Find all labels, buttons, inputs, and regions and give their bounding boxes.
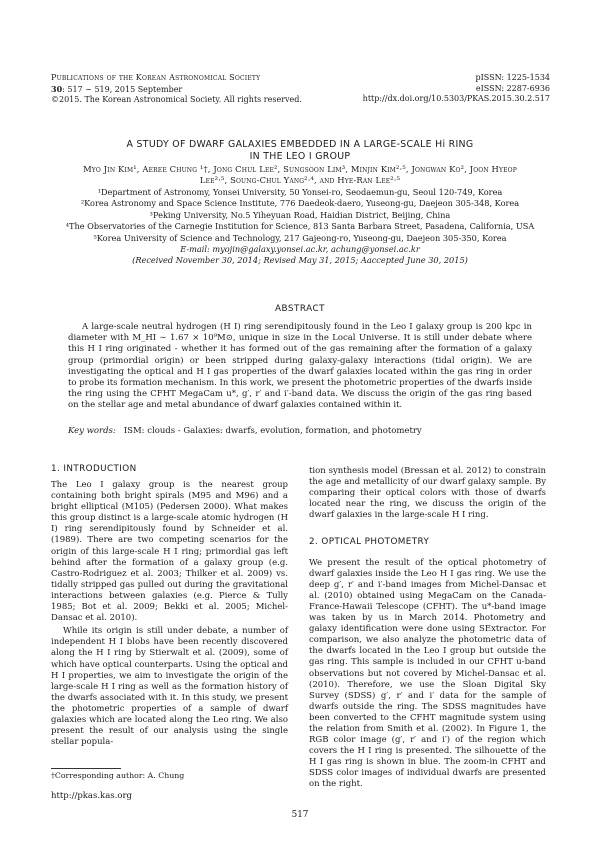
section-heading-introduction: 1. INTRODUCTION [51,464,137,474]
affiliation-1: ¹Department of Astronomy, Yonsei University, 50 Yonsei-ro, Seodaemun-gu, Seoul 120-749, Korea [97,187,503,197]
affiliation-2: ²Korea Astronomy and Space Science Institute, 776 Daedeok-daero, Yuseong-gu, Daejeon 305-348, Korea [80,198,520,209]
author-list [55,164,545,186]
keywords [68,426,532,437]
doi-link[interactable]: http://dx.doi.org/10.5303/PKAS.2015.30.2.517 [362,94,550,103]
corresponding-author-footnote: †Corresponding author: A. Chung [51,771,185,780]
intro-paragraph-1: The Leo I galaxy group is the nearest group containing both bright spirals (M95 and M96) and a bright elliptical (M105) (Pedersen 2000). What makes this group distinct is a large-scale atomic hydrogen (H I) ring serendipitously found by Schneider et al. (1989). There are two competing scenarios for the origin of this large-scale H I ring; primordial gas left behind after the formation of a galaxy group (e.g. Castro-Rodriguez et al. 2003; Thilker et al. 2009) vs. tidally stripped gas pulled out during the gravitational interactions between galaxies (e.g. Pierce & Tully 1985; Bot et al. 2009; Bekki et al. 2005; Michel-Dansac et al. 2010). [51,480,288,624]
volume-number: 30 [51,83,63,94]
eissn: eISSN: 2287-6936 [475,83,550,93]
author-emails[interactable]: E-mail: myojin@galaxy.yonsei.ac.kr, achung@yonsei.ac.kr [180,244,420,254]
intro-paragraph-continued: tion synthesis model (Bressan et al. 2012) to constrain the age and metallicity of our dwarf galaxy sample. By comparing their optical colors with those of dwarfs located near the ring, we discuss the origin of the dwarf galaxies in the large-scale H I ring. [309,466,546,521]
paper-title [60,139,540,163]
keywords-label: Key words: [68,426,116,436]
pissn: pISSN: 1225-1534 [475,73,550,82]
journal-header [51,73,351,106]
intro-paragraph-2: While its origin is still under debate, a number of independent H I blobs have been recently discovered along the H I ring by Stierwalt et al. (2009), some of which have optical counterparts. Using the optical and H I properties, we aim to investigate the origin of the large-scale H I ring as well as the formation history of the dwarfs associated with it. In this study, we present the photometric properties of a sample of dwarf galaxies which are located along the Leo ring. We also present the result of our analysis using the single stellar popula- [51,626,288,748]
page-range: : 517 ∼ 519, 2015 September [62,84,183,94]
affiliation-3: ³Peking University, No.5 Yiheyuan Road, Haidian District, Beijing, China [149,209,451,220]
abstract-heading: ABSTRACT [275,304,325,314]
volume-line [51,84,351,96]
title-line-2: IN THE LEO I GROUP [249,151,351,162]
title-line-1: A STUDY OF DWARF GALAXIES EMBEDDED IN A LARGE-SCALE Hi RING [126,139,474,150]
abstract-text: A large-scale neutral hydrogen (H I) ring serendipitously found in the Leo I galaxy group is 200 kpc in diameter with M_HI ∼ 1.67 × 10⁹M⊙, unique in size in the Local Universe. It is still under debate where this H I ring originated - whether it has formed out of the gas remaining after the formation of a galaxy group (primordial origin) or been stripped during galaxy-galaxy interactions (tidal origin). We are investigating the optical and H I gas properties of the dwarf galaxies located within the gas ring in order to probe its formation mechanism. In this work, we present the photometric properties of the dwarfs inside the ring using the CFHT MegaCam u*, g′, r′ and i′-band data. We discuss the origin of the gas ring based on the stellar age and metal abundance of dwarf galaxies contained within it. [68,322,532,411]
journal-url[interactable]: http://pkas.kas.org [51,791,132,801]
left-column [51,480,288,748]
affiliations [45,187,555,244]
section-heading-optical-photometry: 2. OPTICAL PHOTOMETRY [309,537,430,548]
issn-block [310,73,550,105]
photometry-paragraph: We present the result of the optical photometry of dwarf galaxies inside the Leo H I gas ring. We use the deep g′, r′ and i′-band images from Michel-Dansac et al. (2010) obtained using MegaCam on the Canada-France-Hawaii Telescope (CFHT). The u*-band image was taken by us in March 2014. Photometry and galaxy identification were done using SExtractor. For comparison, we also analyze the photometric data of the dwarfs located in the Leo I group but outside the gas ring. This sample is included in our CFHT u-band observations but not covered by Michel-Dansac et al. (2010). Therefore, we use the Sloan Digital Sky Survey (SDSS) g′, r′ and i′ data for the sample of dwarfs outside the ring. The SDSS magnitudes have been converted to the CFHT magnitude system using the relation from Smith et al. (2002). In Figure 1, the RGB color image (g′, r′ and i′) of the region which covers the H I ring is presented. The silhouette of the H I gas ring is shown in blue. The zoom-in CFHT and SDSS color images of individual dwarfs are presented on the right. [309,557,546,790]
footnote-rule [51,768,121,769]
journal-name: Publications of the Korean Astronomical Society [51,73,261,82]
affiliation-4: ⁴The Observatories of the Carnegie Institution for Science, 813 Santa Barbara Street, Pasadena, California, USA [65,221,535,232]
affiliation-5: ⁵Korea University of Science and Technology, 217 Gajeong-ro, Yuseong-gu, Daejeon 305-350, Korea [93,232,507,243]
page-number: 517 [291,810,309,820]
keywords-text: ISM: clouds - Galaxies: dwarfs, evolution, formation, and photometry [123,426,422,436]
authors-line-1: Myo Jin Kim¹, Aeree Chung ¹†, Jong Chul Lee², Sungsoon Lim³, Minjin Kim²·⁵, Jongwan Ko², Joon Hyeop [83,164,517,174]
received-dates: (Received November 30, 2014; Revised May 31, 2015; Aaccepted June 30, 2015) [132,255,468,265]
copyright: ©2015. The Korean Astronomical Society. All rights reserved. [51,95,302,104]
right-column [309,466,546,791]
authors-line-2: Lee²·⁵, Soung-Chul Yang²·⁴, and Hye-Ran Lee²·⁵ [199,175,401,185]
